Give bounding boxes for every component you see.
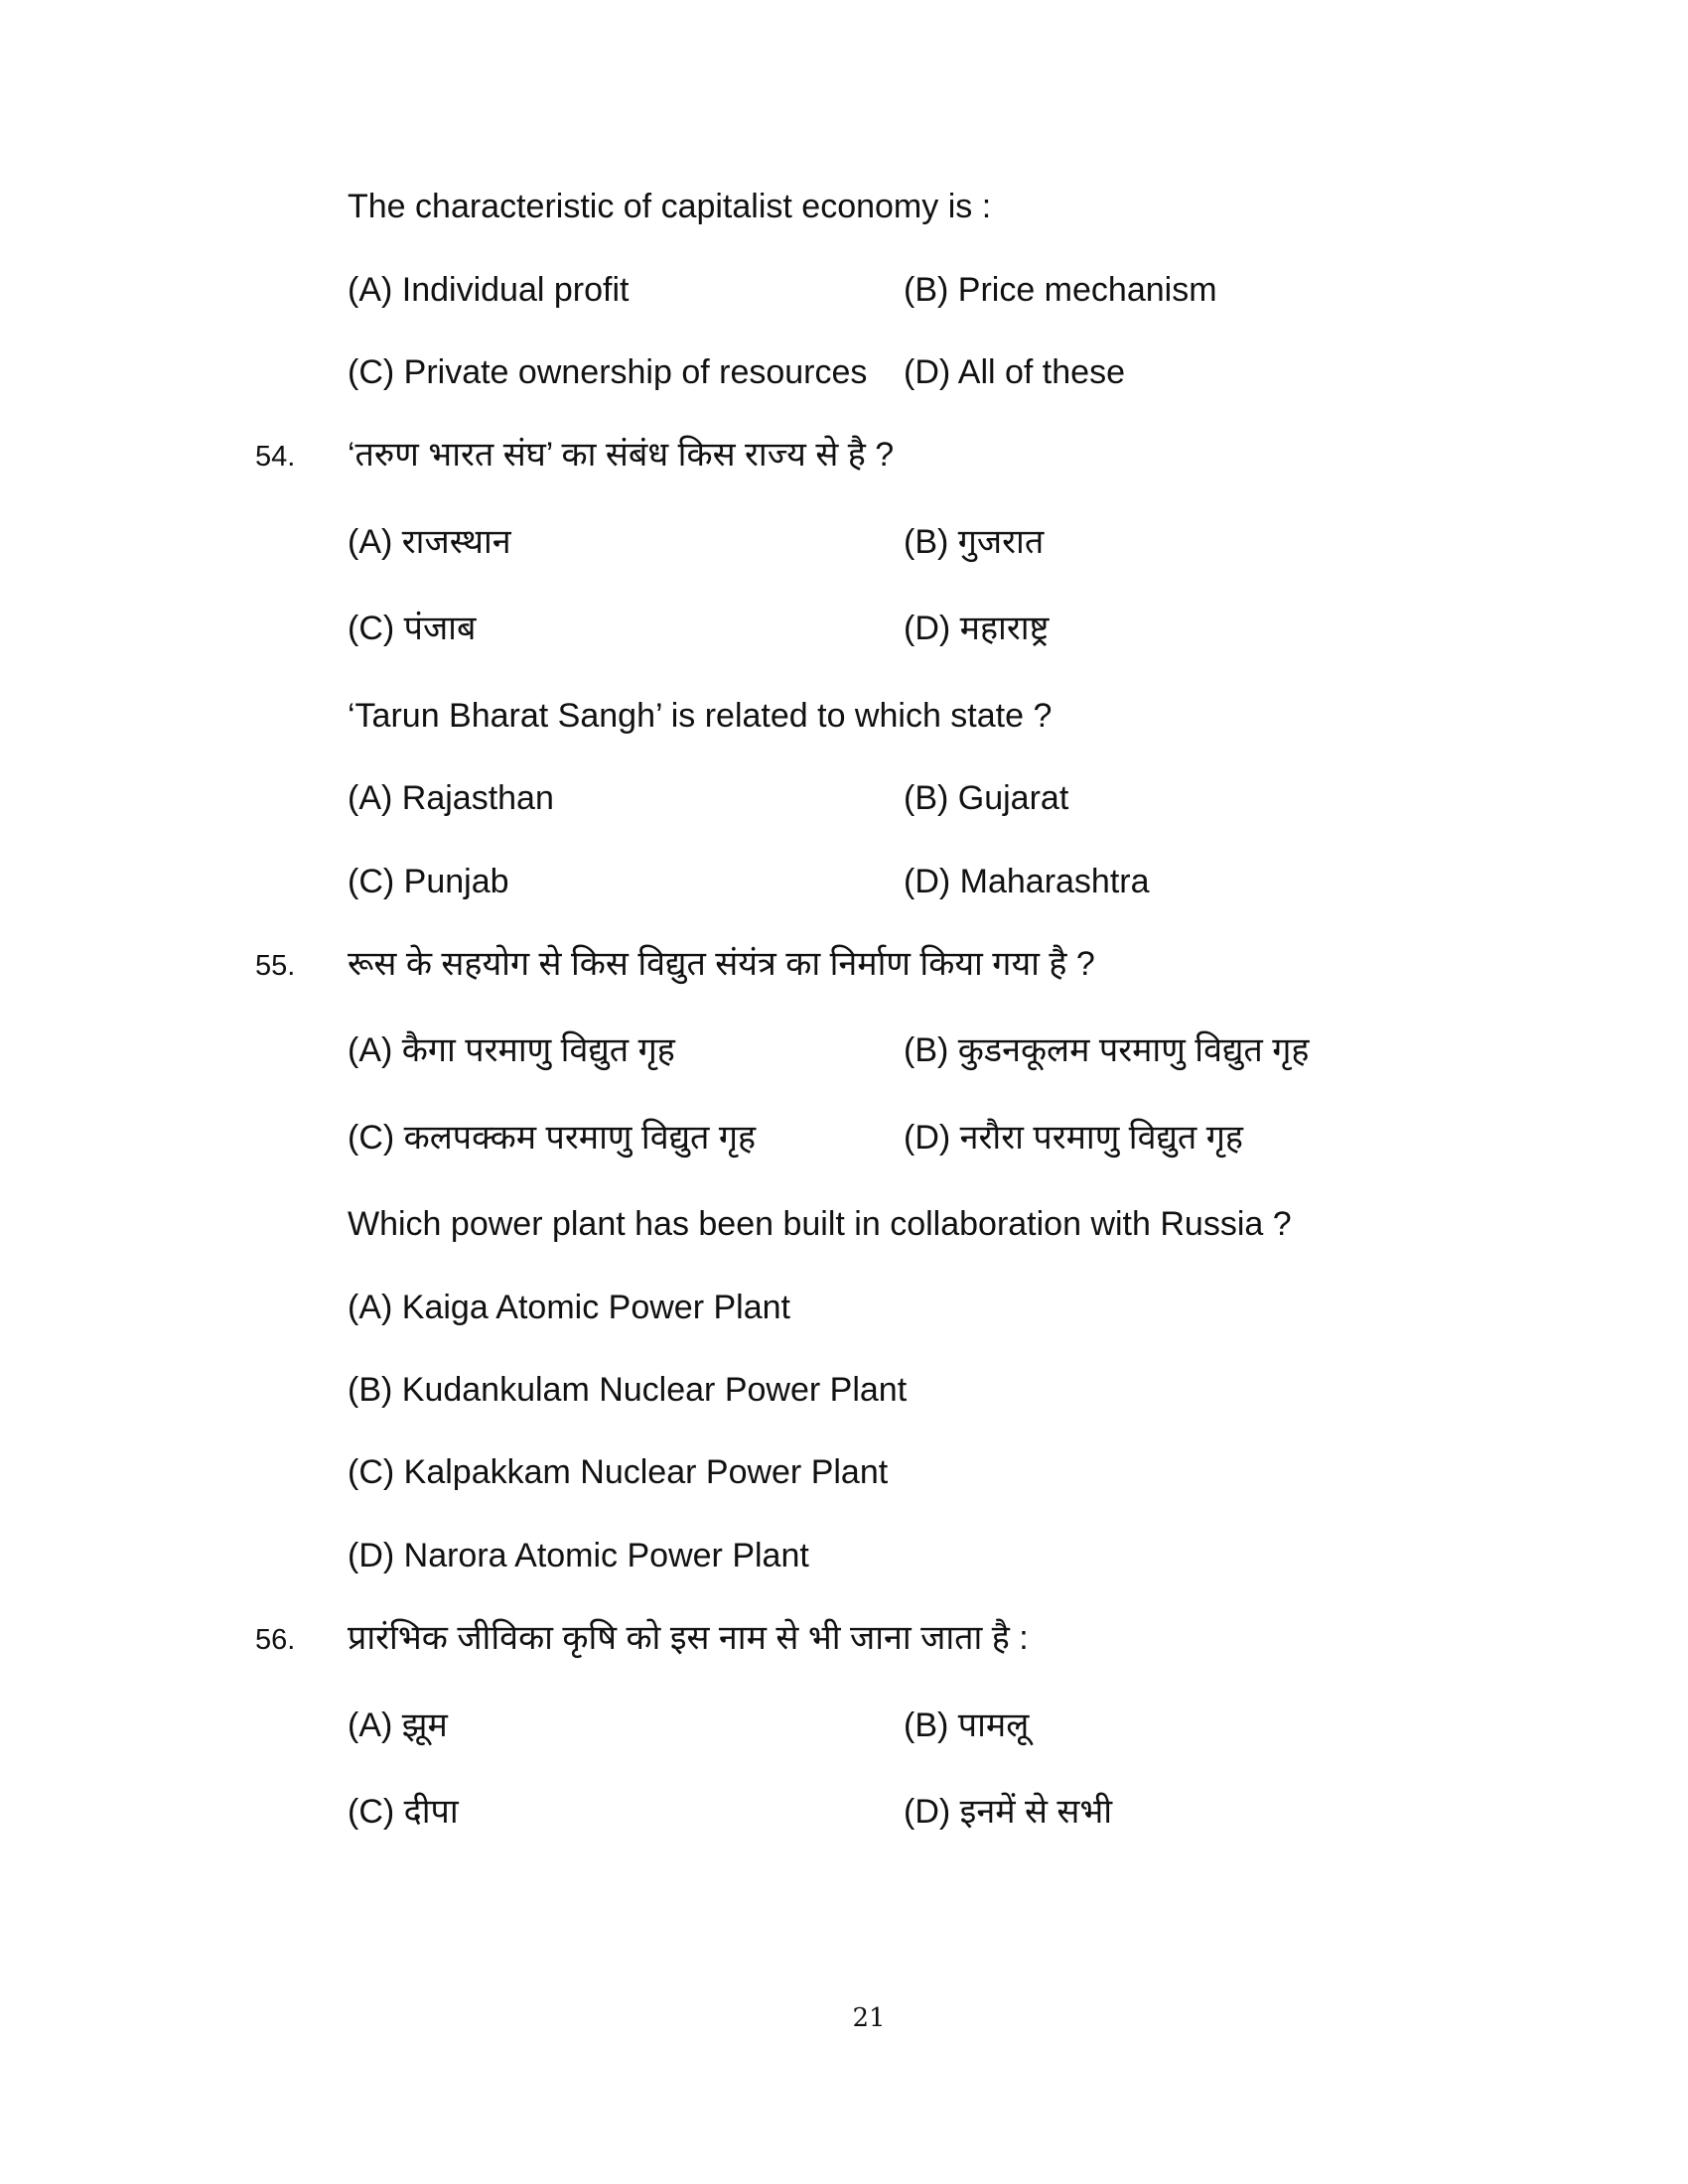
option-c: (C) Punjab xyxy=(348,863,509,900)
question-number: 55. xyxy=(255,950,296,982)
option-c: (C) पंजाब xyxy=(348,610,477,647)
option-d: (D) इनमें से सभी xyxy=(904,1793,1113,1831)
option-c: (C) Private ownership of resources xyxy=(348,353,868,391)
option-b: (B) गुजरात xyxy=(904,523,1045,561)
option-d: (D) नरौरा परमाणु विद्युत गृह xyxy=(904,1119,1243,1157)
option-b: (B) Kudankulam Nuclear Power Plant xyxy=(348,1371,908,1409)
option-d: (D) All of these xyxy=(904,353,1125,391)
question-number: 54. xyxy=(255,441,296,473)
question-55-english: Which power plant has been built in collaboration with Russia ? xyxy=(348,1205,1292,1243)
option-a: (A) राजस्थान xyxy=(348,523,511,561)
question-54-hindi: ‘तरुण भारत संघ’ का संबंध किस राज्य से है ? xyxy=(348,436,895,474)
option-b: (B) पामलू xyxy=(904,1706,1030,1744)
option-b: (B) Price mechanism xyxy=(904,271,1217,309)
option-c: (C) Kalpakkam Nuclear Power Plant xyxy=(348,1453,889,1491)
option-b: (B) Gujarat xyxy=(904,779,1069,817)
page-number: 21 xyxy=(852,2003,886,2033)
option-d: (D) महाराष्ट्र xyxy=(904,610,1050,647)
option-c: (C) दीपा xyxy=(348,1793,459,1831)
question-54-english: ‘Tarun Bharat Sangh’ is related to which state ? xyxy=(348,697,1053,735)
option-a: (A) झूम xyxy=(348,1706,448,1744)
option-b: (B) कुडनकूलम परमाणु विद्युत गृह xyxy=(904,1031,1310,1069)
question-56-hindi: प्रारंभिक जीविका कृषि को इस नाम से भी जाना जाता है : xyxy=(348,1619,1029,1657)
option-a: (A) Individual profit xyxy=(348,271,630,309)
option-a: (A) Rajasthan xyxy=(348,779,554,817)
option-a: (A) Kaiga Atomic Power Plant xyxy=(348,1289,790,1326)
option-c: (C) कलपक्कम परमाणु विद्युत गृह xyxy=(348,1119,757,1157)
option-d: (D) Maharashtra xyxy=(904,863,1150,900)
option-d: (D) Narora Atomic Power Plant xyxy=(348,1537,809,1574)
option-a: (A) कैगा परमाणु विद्युत गृह xyxy=(348,1031,675,1069)
question-53-text: The characteristic of capitalist economy is : xyxy=(348,188,992,225)
question-55-hindi: रूस के सहयोग से किस विद्युत संयंत्र का निर्माण किया गया है ? xyxy=(348,945,1095,983)
question-number: 56. xyxy=(255,1624,296,1656)
